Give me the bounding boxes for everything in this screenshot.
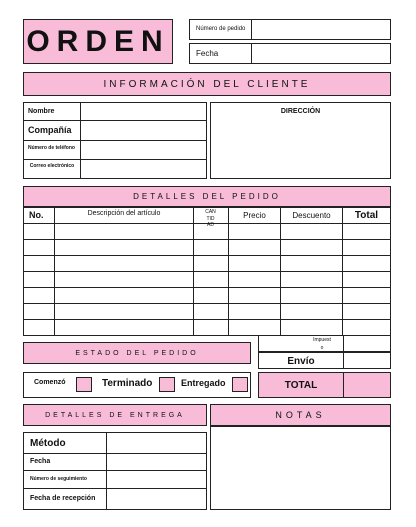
header-date-label: Fecha	[196, 49, 219, 58]
delivery-date-input[interactable]	[107, 454, 206, 470]
company-input[interactable]	[81, 121, 206, 140]
tax-label: Impuesto	[313, 337, 331, 351]
order-number-label: Número de pedido	[196, 26, 246, 32]
header-date-field[interactable]	[189, 43, 391, 64]
order-details-title: DETALLES DEL PEDIDO	[133, 192, 281, 201]
total-label: TOTAL	[284, 380, 318, 391]
shipping-label: Envío	[287, 356, 315, 367]
name-input[interactable]	[81, 103, 206, 120]
address-box[interactable]	[210, 102, 391, 179]
notes-section-header	[210, 404, 391, 426]
col-total: Total	[354, 210, 379, 221]
page-title: ORDEN	[26, 24, 170, 58]
phone-label: Número de teléfono	[28, 145, 75, 151]
reception-date-input[interactable]	[107, 489, 206, 509]
delivery-fields	[23, 432, 207, 510]
status-section-header	[23, 342, 251, 364]
company-label: Compañía	[28, 125, 72, 135]
delivered-label: Entregado	[181, 378, 226, 388]
phone-input[interactable]	[81, 141, 206, 159]
started-label: Comenzó	[34, 379, 66, 386]
order-details-header	[23, 186, 391, 207]
delivery-section-title: DETALLES DE ENTREGA	[45, 411, 185, 419]
title-box	[23, 19, 173, 64]
email-input[interactable]	[81, 160, 206, 178]
finished-checkbox[interactable]	[159, 377, 175, 392]
customer-section-header	[23, 72, 391, 96]
customer-section-title: INFORMACIÓN DEL CLIENTE	[103, 78, 311, 90]
notes-section-title: NOTAS	[275, 410, 326, 420]
status-checkbox-row	[23, 372, 251, 398]
order-number-field[interactable]	[189, 19, 391, 40]
tracking-input[interactable]	[107, 471, 206, 488]
col-price: Precio	[243, 211, 266, 220]
method-input[interactable]	[107, 433, 206, 453]
tax-field[interactable]	[258, 335, 391, 352]
order-items-table	[23, 207, 391, 336]
customer-fields	[23, 102, 207, 179]
tracking-label: Número de seguimiento	[30, 476, 87, 482]
shipping-field[interactable]	[258, 352, 391, 369]
email-label: Correo electrónico	[29, 163, 75, 169]
address-label: DIRECCIÓN	[280, 108, 321, 115]
col-description: Descripción del artículo	[87, 210, 161, 217]
delivery-date-label: Fecha	[30, 458, 51, 465]
delivery-section-header	[23, 404, 207, 426]
notes-box[interactable]	[210, 426, 391, 510]
total-field[interactable]	[258, 372, 391, 398]
method-label: Método	[30, 438, 66, 449]
delivered-checkbox[interactable]	[232, 377, 248, 392]
col-no: No.	[29, 210, 44, 220]
col-quantity: CANTIDAD	[205, 209, 216, 228]
status-section-title: ESTADO DEL PEDIDO	[75, 349, 199, 357]
started-checkbox[interactable]	[76, 377, 92, 392]
col-discount: Descuento	[292, 211, 331, 220]
name-label: Nombre	[28, 108, 55, 115]
reception-date-label: Fecha de recepción	[30, 495, 96, 502]
finished-label: Terminado	[102, 378, 153, 389]
